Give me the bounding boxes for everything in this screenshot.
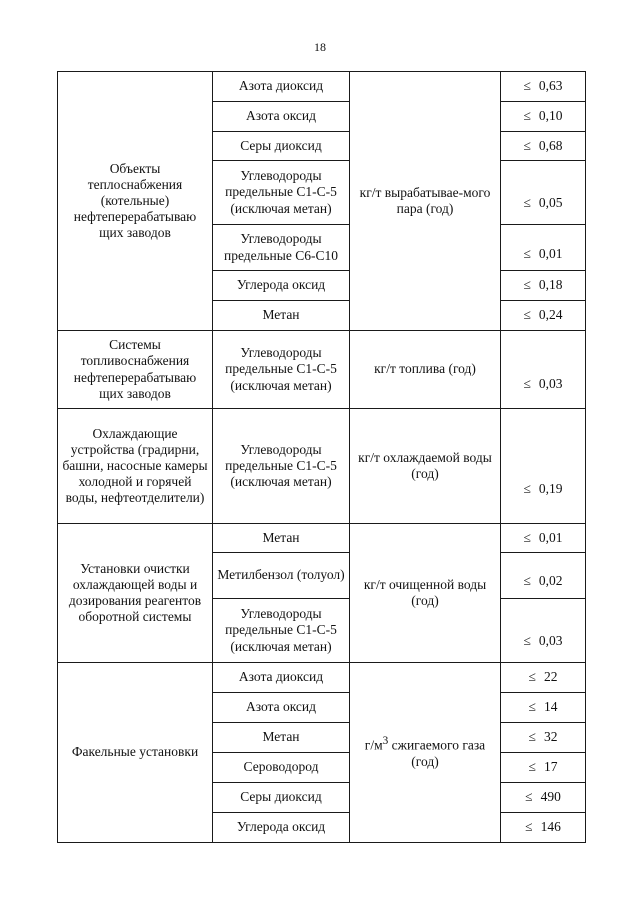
emission-norms-table	[57, 71, 586, 843]
value-text: 17	[543, 759, 558, 775]
value-cell	[501, 524, 586, 553]
object-cell: Системы топливоснабжения нефтеперерабатываю щих заводов	[58, 331, 213, 409]
value-cell	[501, 132, 586, 161]
le-symbol: ≤	[528, 699, 536, 715]
le-symbol: ≤	[523, 307, 531, 323]
value-text: 0,05	[538, 195, 563, 211]
value-cell	[501, 553, 586, 599]
pollutant-cell: Серы диоксид	[213, 132, 350, 161]
value-text: 32	[543, 729, 558, 745]
unit-cell: кг/т вырабатывае-мого пара (год)	[350, 72, 501, 331]
pollutant-cell: Метан	[213, 301, 350, 331]
pollutant-cell: Азота оксид	[213, 102, 350, 132]
le-symbol: ≤	[523, 376, 531, 392]
pollutant-cell: Серы диоксид	[213, 783, 350, 813]
unit-cell: кг/т очищенной воды (год)	[350, 524, 501, 663]
le-symbol: ≤	[523, 137, 531, 153]
le-symbol: ≤	[523, 529, 531, 545]
pollutant-cell: Метилбензол (толуол)	[213, 553, 350, 599]
unit-prefix: г/м	[364, 737, 383, 753]
value-cell	[501, 225, 586, 271]
le-symbol: ≤	[525, 789, 533, 805]
unit-cell	[350, 663, 501, 843]
le-symbol: ≤	[523, 480, 531, 496]
value-cell	[501, 301, 586, 331]
pollutant-cell: Углеводороды предельные С1-С-5 (исключая метан)	[213, 409, 350, 524]
value-text: 0,24	[538, 307, 563, 323]
value-text: 0,68	[538, 137, 563, 153]
value-text: 0,03	[538, 633, 563, 649]
value-text: 490	[540, 789, 561, 805]
pollutant-cell: Углеводороды предельные С6-С10	[213, 225, 350, 271]
value-cell	[501, 102, 586, 132]
le-symbol: ≤	[528, 759, 536, 775]
value-cell	[501, 599, 586, 663]
value-text: 0,10	[538, 108, 563, 124]
table-row	[58, 409, 586, 524]
value-text: 0,01	[538, 529, 563, 545]
value-text: 0,02	[538, 573, 563, 589]
object-cell: Охлаждающие устройства (градирни, башни, насосные камеры холодной и горячей воды, нефтеотделители)	[58, 409, 213, 524]
value-cell	[501, 753, 586, 783]
unit-superscript: 3	[382, 735, 389, 748]
value-text: 146	[540, 819, 561, 835]
value-cell	[501, 663, 586, 693]
le-symbol: ≤	[528, 729, 536, 745]
value-cell	[501, 409, 586, 524]
unit-cell: кг/т охлаждаемой воды (год)	[350, 409, 501, 524]
value-text: 0,18	[538, 277, 563, 293]
le-symbol: ≤	[523, 108, 531, 124]
pollutant-cell: Азота диоксид	[213, 663, 350, 693]
pollutant-cell: Азота оксид	[213, 693, 350, 723]
pollutant-cell: Углерода оксид	[213, 813, 350, 843]
value-cell	[501, 72, 586, 102]
value-cell	[501, 813, 586, 843]
pollutant-cell: Углеводороды предельные С1-С-5 (исключая метан)	[213, 331, 350, 409]
le-symbol: ≤	[528, 669, 536, 685]
pollutant-cell: Углеводороды предельные С1-С-5 (исключая метан)	[213, 599, 350, 663]
pollutant-cell: Азота диоксид	[213, 72, 350, 102]
object-cell: Установки очистки охлаждающей воды и дозирования реагентов оборотной системы	[58, 524, 213, 663]
value-text: 0,03	[538, 376, 563, 392]
pollutant-cell: Углеводороды предельные С1-С-5 (исключая метан)	[213, 161, 350, 225]
page-number: 18	[314, 40, 326, 54]
unit-cell: кг/т топлива (год)	[350, 331, 501, 409]
value-cell	[501, 723, 586, 753]
table-row	[58, 331, 586, 409]
value-text: 22	[543, 669, 558, 685]
le-symbol: ≤	[523, 78, 531, 94]
table-row	[58, 524, 586, 553]
le-symbol: ≤	[523, 277, 531, 293]
value-text: 0,01	[538, 245, 563, 261]
le-symbol: ≤	[523, 245, 531, 261]
le-symbol: ≤	[523, 633, 531, 649]
object-cell: Факельные установки	[58, 663, 213, 843]
value-text: 0,19	[538, 480, 563, 496]
pollutant-cell: Метан	[213, 723, 350, 753]
value-cell	[501, 161, 586, 225]
table-row	[58, 72, 586, 102]
value-text: 14	[543, 699, 558, 715]
pollutant-cell: Метан	[213, 524, 350, 553]
le-symbol: ≤	[523, 195, 531, 211]
value-cell	[501, 783, 586, 813]
le-symbol: ≤	[523, 573, 531, 589]
value-cell	[501, 331, 586, 409]
table-row	[58, 663, 586, 693]
value-cell	[501, 271, 586, 301]
pollutant-cell: Углерода оксид	[213, 271, 350, 301]
value-text: 0,63	[538, 78, 563, 94]
pollutant-cell: Сероводород	[213, 753, 350, 783]
unit-suffix: сжигаемого газа (год)	[388, 737, 486, 769]
value-cell	[501, 693, 586, 723]
object-cell: Объекты теплоснабжения (котельные) нефтеперерабатываю щих заводов	[58, 72, 213, 331]
le-symbol: ≤	[525, 819, 533, 835]
